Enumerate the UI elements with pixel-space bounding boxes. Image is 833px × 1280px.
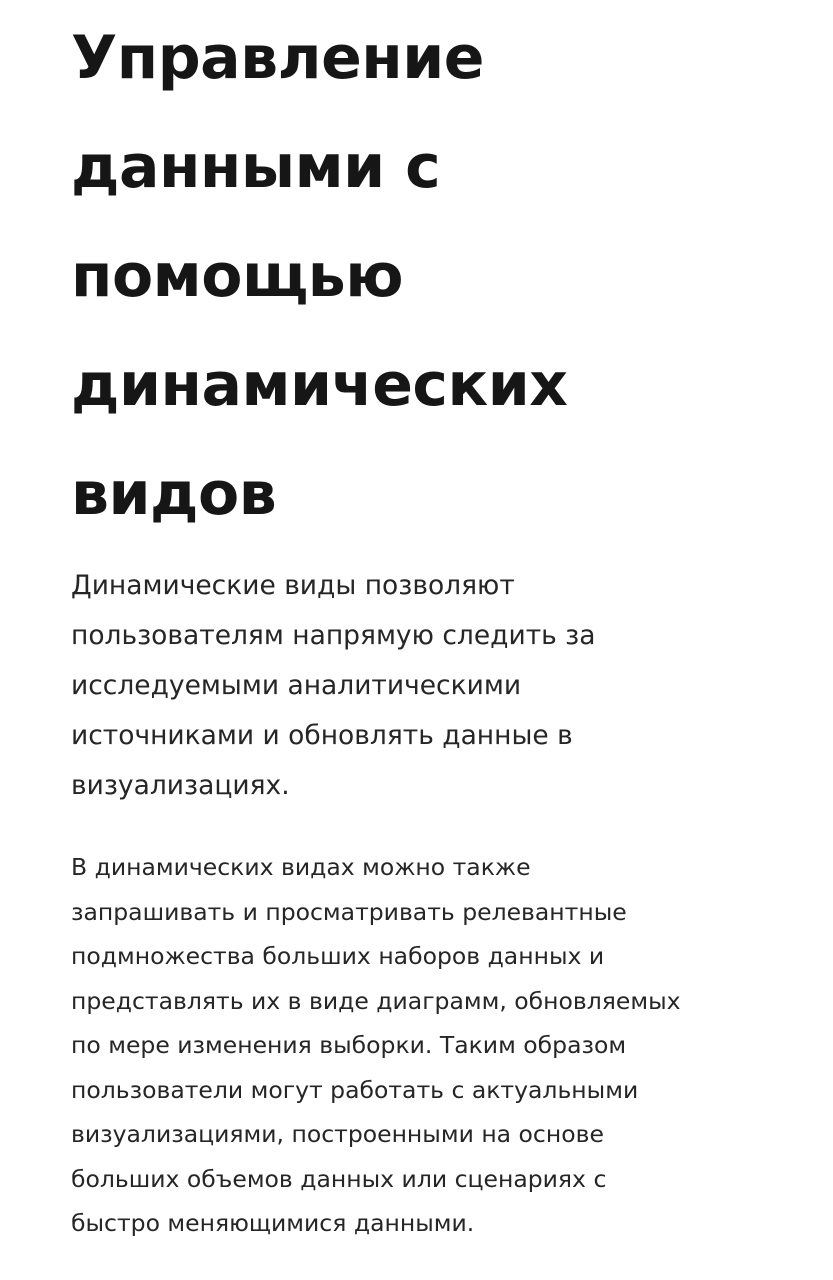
lead-line: источниками и обновлять данные в xyxy=(71,720,573,751)
body-line: В динамических видах можно также xyxy=(71,853,531,881)
body-line: пользователи могут работать с актуальными xyxy=(71,1075,639,1104)
lead-line: пользователям напрямую следить за xyxy=(71,620,596,651)
page-title xyxy=(71,0,791,549)
body-paragraph xyxy=(71,845,791,1246)
title-line: динамических xyxy=(71,350,568,420)
lead-line: исследуемыми аналитическими xyxy=(71,670,522,701)
title-line: видов xyxy=(71,459,277,529)
title-line: данными с xyxy=(71,132,441,202)
body-line: визуализациями, построенными на основе xyxy=(71,1120,604,1148)
title-line: помощью xyxy=(71,241,404,311)
body-line: быстро меняющимися данными. xyxy=(71,1209,475,1237)
body-line: подмножества больших наборов данных и xyxy=(71,942,605,970)
lead-line: визуализациях. xyxy=(71,770,290,801)
body-line: больших объемов данных или сценариях с xyxy=(71,1164,607,1193)
lead-paragraph xyxy=(71,561,791,811)
title-line: Управление xyxy=(71,23,484,93)
body-line: запрашивать и просматривать релевантные xyxy=(71,897,627,926)
body-line: по мере изменения выборки. Таким образом xyxy=(71,1031,627,1059)
body-line: представлять их в виде диаграмм, обновляемых xyxy=(71,986,681,1015)
lead-line: Динамические виды позволяют xyxy=(71,570,515,601)
article xyxy=(71,0,791,1246)
